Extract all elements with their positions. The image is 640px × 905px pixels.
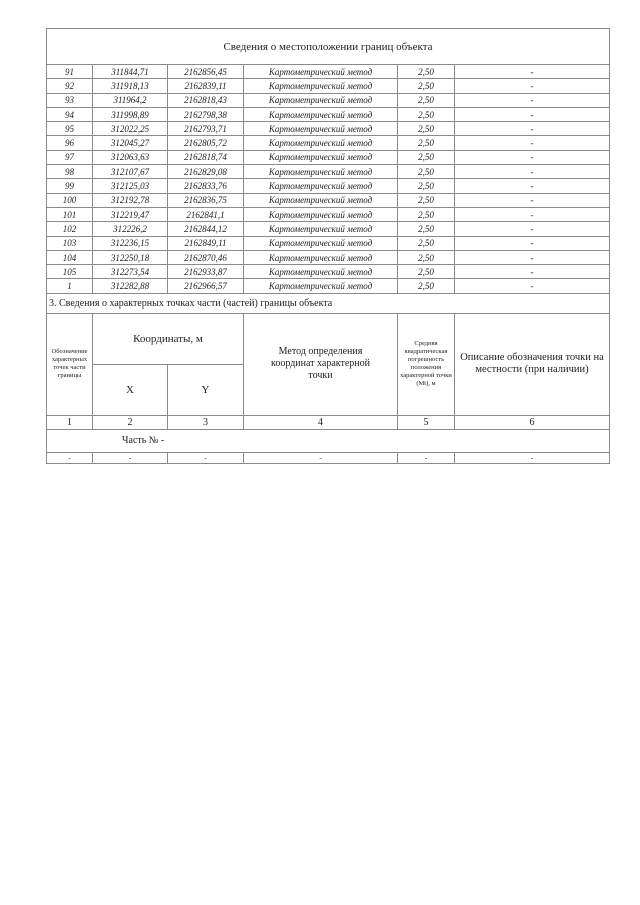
description-cell: -: [455, 107, 610, 121]
x-coordinate-cell: 311998,89: [93, 107, 168, 121]
accuracy-cell: 2,50: [398, 150, 455, 164]
method-cell: Картометрический метод: [244, 265, 398, 279]
point-number-cell: 92: [47, 79, 93, 93]
y-coordinate-cell: 2162849,11: [168, 236, 244, 250]
col-point-header: Обозначение характерных точек части границы: [47, 313, 93, 415]
y-coordinate-cell: 2162805,72: [168, 136, 244, 150]
point-number-cell: 102: [47, 222, 93, 236]
x-coordinate-cell: 312250,18: [93, 250, 168, 264]
method-cell: Картометрический метод: [244, 279, 398, 293]
description-cell: -: [455, 179, 610, 193]
point-number-cell: 97: [47, 150, 93, 164]
table-row: [47, 279, 610, 293]
section3-title-row: [47, 293, 610, 313]
method-cell: Картометрический метод: [244, 193, 398, 207]
y-coordinate-cell: 2162856,45: [168, 65, 244, 79]
point-number-cell: 100: [47, 193, 93, 207]
col-y-header: Y: [168, 364, 244, 415]
description-cell: -: [455, 222, 610, 236]
table-row: [47, 179, 610, 193]
table-row: [47, 207, 610, 221]
description-cell: -: [455, 279, 610, 293]
method-cell: Картометрический метод: [244, 79, 398, 93]
y-coordinate-cell: 2162844,12: [168, 222, 244, 236]
x-coordinate-cell: 311918,13: [93, 79, 168, 93]
empty-data-row: [47, 452, 610, 463]
accuracy-cell: 2,50: [398, 236, 455, 250]
point-number-cell: 101: [47, 207, 93, 221]
point-number-cell: 91: [47, 65, 93, 79]
table-row: [47, 136, 610, 150]
col-number: 2: [93, 415, 168, 429]
column-numbers-row: [47, 415, 610, 429]
accuracy-cell: 2,50: [398, 93, 455, 107]
method-cell: Картометрический метод: [244, 150, 398, 164]
x-coordinate-cell: 312192,78: [93, 193, 168, 207]
y-coordinate-cell: 2162933,87: [168, 265, 244, 279]
y-coordinate-cell: 2162829,08: [168, 165, 244, 179]
col-number: 1: [47, 415, 93, 429]
accuracy-cell: 2,50: [398, 165, 455, 179]
y-coordinate-cell: 2162870,46: [168, 250, 244, 264]
header-row-1: [47, 313, 610, 364]
accuracy-cell: 2,50: [398, 222, 455, 236]
accuracy-cell: 2,50: [398, 207, 455, 221]
x-coordinate-cell: 312219,47: [93, 207, 168, 221]
x-coordinate-cell: 312022,25: [93, 122, 168, 136]
y-coordinate-cell: 2162966,57: [168, 279, 244, 293]
point-number-cell: 94: [47, 107, 93, 121]
description-cell: -: [455, 165, 610, 179]
accuracy-cell: 2,50: [398, 136, 455, 150]
x-coordinate-cell: 311964,2: [93, 93, 168, 107]
col-desc-header: Описание обозначения точки на местности (при наличии): [455, 313, 610, 415]
accuracy-cell: 2,50: [398, 250, 455, 264]
description-cell: -: [455, 193, 610, 207]
table-row: [47, 150, 610, 164]
description-cell: -: [455, 122, 610, 136]
boundary-table: [46, 28, 610, 464]
x-coordinate-cell: 312107,67: [93, 165, 168, 179]
y-coordinate-cell: 2162841,1: [168, 207, 244, 221]
point-number-cell: 1: [47, 279, 93, 293]
part-row: [47, 429, 610, 452]
accuracy-cell: 2,50: [398, 107, 455, 121]
col-accuracy-header: Средняя квадратическая погрешность положения характерной точки (Mt), м: [398, 313, 455, 415]
x-coordinate-cell: 311844,71: [93, 65, 168, 79]
x-coordinate-cell: 312236,15: [93, 236, 168, 250]
x-coordinate-cell: 312226,2: [93, 222, 168, 236]
description-cell: -: [455, 150, 610, 164]
accuracy-cell: 2,50: [398, 265, 455, 279]
description-cell: -: [455, 265, 610, 279]
accuracy-cell: 2,50: [398, 193, 455, 207]
empty-cell: -: [93, 452, 168, 463]
method-cell: Картометрический метод: [244, 93, 398, 107]
method-cell: Картометрический метод: [244, 65, 398, 79]
table-row: [47, 265, 610, 279]
point-number-cell: 93: [47, 93, 93, 107]
section-title-row: [47, 29, 610, 65]
description-cell: -: [455, 236, 610, 250]
point-number-cell: 103: [47, 236, 93, 250]
table-row: [47, 222, 610, 236]
y-coordinate-cell: 2162793,71: [168, 122, 244, 136]
y-coordinate-cell: 2162833,76: [168, 179, 244, 193]
accuracy-cell: 2,50: [398, 122, 455, 136]
col-x-header: X: [93, 364, 168, 415]
method-cell: Картометрический метод: [244, 136, 398, 150]
description-cell: -: [455, 136, 610, 150]
col-number: 4: [244, 415, 398, 429]
point-number-cell: 95: [47, 122, 93, 136]
method-cell: Картометрический метод: [244, 165, 398, 179]
accuracy-cell: 2,50: [398, 65, 455, 79]
x-coordinate-cell: 312273,54: [93, 265, 168, 279]
description-cell: -: [455, 79, 610, 93]
col-number: 6: [455, 415, 610, 429]
document-sheet: [46, 28, 609, 464]
table-row: [47, 79, 610, 93]
accuracy-cell: 2,50: [398, 79, 455, 93]
table-row: [47, 107, 610, 121]
description-cell: -: [455, 207, 610, 221]
empty-cell: -: [47, 452, 93, 463]
empty-cell: -: [398, 452, 455, 463]
accuracy-cell: 2,50: [398, 179, 455, 193]
description-cell: -: [455, 93, 610, 107]
table-row: [47, 236, 610, 250]
y-coordinate-cell: 2162818,43: [168, 93, 244, 107]
table-row: [47, 122, 610, 136]
empty-cell: -: [455, 452, 610, 463]
col-coords-header: Координаты, м: [93, 313, 244, 364]
method-cell: Картометрический метод: [244, 250, 398, 264]
y-coordinate-cell: 2162798,38: [168, 107, 244, 121]
table-row: [47, 93, 610, 107]
y-coordinate-cell: 2162836,75: [168, 193, 244, 207]
y-coordinate-cell: 2162839,11: [168, 79, 244, 93]
x-coordinate-cell: 312282,88: [93, 279, 168, 293]
description-cell: -: [455, 65, 610, 79]
method-cell: Картометрический метод: [244, 107, 398, 121]
point-number-cell: 99: [47, 179, 93, 193]
col-method-header: Метод определения координат характерной точки: [244, 313, 398, 415]
col-number: 3: [168, 415, 244, 429]
table-row: [47, 165, 610, 179]
method-cell: Картометрический метод: [244, 236, 398, 250]
method-cell: Картометрический метод: [244, 122, 398, 136]
point-number-cell: 105: [47, 265, 93, 279]
section3-title: 3. Сведения о характерных точках части (частей) границы объекта: [47, 293, 610, 313]
section-title: Сведения о местоположении границ объекта: [47, 29, 610, 65]
empty-cell: -: [168, 452, 244, 463]
description-cell: -: [455, 250, 610, 264]
point-number-cell: 98: [47, 165, 93, 179]
method-cell: Картометрический метод: [244, 179, 398, 193]
table-row: [47, 193, 610, 207]
accuracy-cell: 2,50: [398, 279, 455, 293]
table-row: [47, 250, 610, 264]
empty-cell: -: [244, 452, 398, 463]
method-cell: Картометрический метод: [244, 222, 398, 236]
table-row: [47, 65, 610, 79]
point-number-cell: 96: [47, 136, 93, 150]
col-number: 5: [398, 415, 455, 429]
x-coordinate-cell: 312063,63: [93, 150, 168, 164]
point-number-cell: 104: [47, 250, 93, 264]
method-cell: Картометрический метод: [244, 207, 398, 221]
x-coordinate-cell: 312125,03: [93, 179, 168, 193]
part-label: Часть № -: [47, 429, 610, 452]
x-coordinate-cell: 312045,27: [93, 136, 168, 150]
y-coordinate-cell: 2162818,74: [168, 150, 244, 164]
